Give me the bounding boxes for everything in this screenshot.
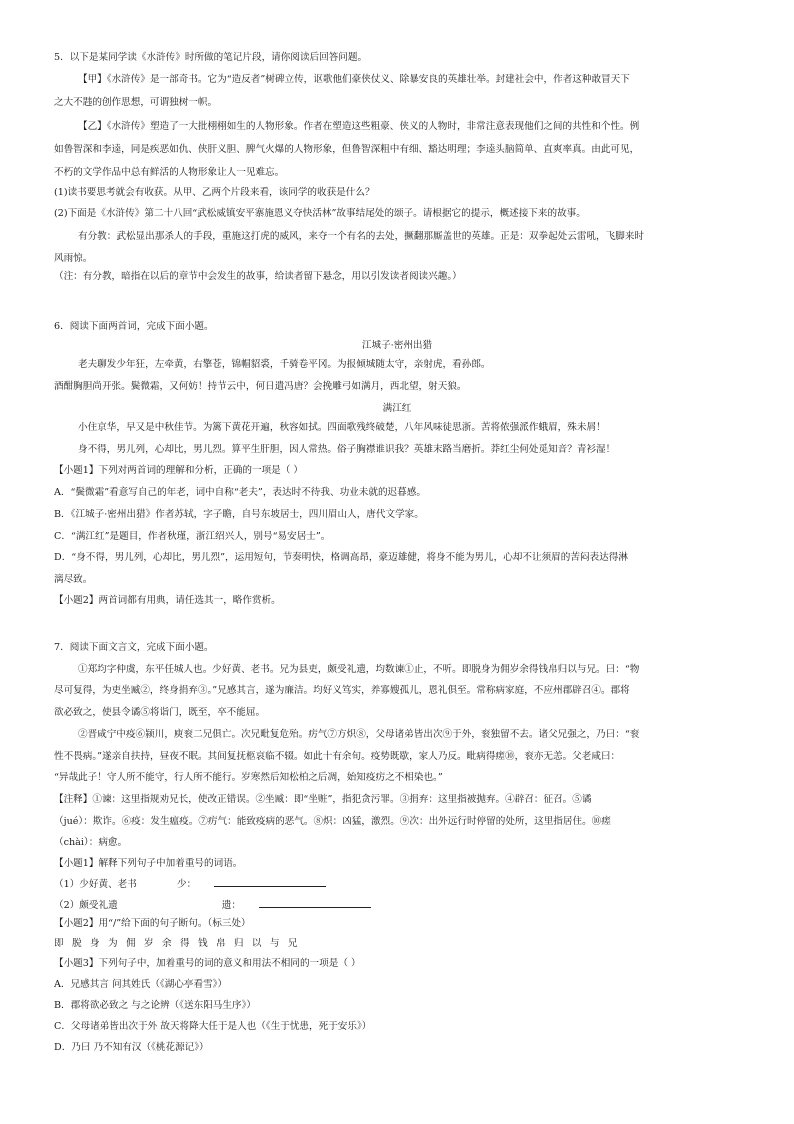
q7-notes-line3: （chài）：病愈。 (54, 837, 128, 848)
answer-blank-yi[interactable] (259, 897, 371, 908)
q7-passage2-line1: ②晋咸宁中疫⑥颍川，庾衮二兄俱亡。次兄毗复危殆。疠气⑦方炽⑧，父母诸弟皆出次⑨于外，衮独留不去。诸父兄强之，乃曰：“衮 (78, 729, 640, 740)
q5-verse-line1: 有分教：武松显出那杀人的手段，重施这打虎的威风，来夺一个有名的去处，撅翻那厮盖世的英雄。正是：双拳起处云雷吼，飞脚来时 (78, 231, 645, 242)
q7-passage1-line3: 欲必致之，使县令谲⑤将诣门，既至，卒不能屈。 (54, 707, 266, 718)
q5-stem: 5．以下是某同学读《水浒传》时所做的笔记片段，请你阅读后回答问题。 (54, 52, 368, 63)
q7-passage2-line2: 性不畏病。”遂亲自扶持，昼夜不眠。其间复抚柩哀临不辍。如此十有余旬。疫势既歇，家人乃反。毗病得瘥⑩，衮亦无恙。父老咸曰： (54, 751, 621, 762)
answer-blank-shao[interactable] (214, 876, 326, 887)
poem1-line1: 老夫聊发少年狂，左牵黄，右擎苍，锦帽貂裘，千骑卷平冈。为报倾城随太守，亲射虎，看孙郎。 (78, 359, 491, 370)
q5-note: （注：有分教，暗指在以后的章节中会发生的故事，给读者留下悬念，用以引发读者阅读兴趣。） (54, 271, 462, 282)
q6-option-d-line2: 漓尽致。 (54, 574, 93, 585)
q7-option-b: B．郡将欲必致之 与之论辨（《送东阳马生序》） (54, 1000, 256, 1011)
q7-option-d: D．乃曰 乃不知有汉（《桃花源记》） (54, 1042, 209, 1053)
q7-sq1-item2 (54, 897, 754, 912)
q7-sq1-item1 (54, 876, 754, 891)
q7-sq1-item2-word: 遗： (221, 900, 241, 911)
q7-sq1-item1-sentence: （1）少好黄、老书 (54, 879, 137, 890)
q5-yi-line2: 如鲁智深和李逵，同是疾恶如仇、侠肝义胆、脾气火爆的人物形象，但鲁智深粗中有细、豁达明理；李逵头脑简单、直爽率真。由此可见， (54, 144, 640, 155)
q7-subquestion-3: 【小题3】下列句子中，加着重号的词的意义和用法不相同的一项是（ ） (54, 958, 361, 969)
q7-sq1-item1-word: 少： (176, 879, 197, 890)
q6-option-c: C．“满江红”是题目，作者秋瑾，浙江绍兴人，别号“易安居士”。 (54, 531, 331, 542)
q6-option-b: B．《江城子·密州出猎》作者苏轼，字子瞻，自号东坡居士，四川眉山人，唐代文学家。 (54, 509, 424, 520)
q6-subquestion-2: 【小题2】两首词都有用典，请任选其一，略作赏析。 (54, 595, 281, 606)
q7-notes-line2: （jué）：欺诈。⑥疫：发生瘟疫。⑦疠气：能致疫病的恶气。⑧炽：凶猛，激烈。⑨次：出外远行时停留的处所，这里指居住。⑩瘥 (54, 816, 611, 827)
q7-passage1-line2: 尽可复得，为吏坐臧②，终身捐弃③。”兄感其言，遂为廉洁。均好义笃实，养寡嫂孤儿，恩礼俱至。常称病家庭，不应州郡辟召④。郡将 (54, 685, 630, 696)
poem2-line2: 身不得，男儿列，心却比，男儿烈。算平生肝胆，因人常热。俗子胸襟谁识我？英雄末路当磨折。莽红尘何处觅知音？青衫湿！ (78, 444, 616, 455)
q7-option-a: A．兄感其言 问其姓氏（《湖心亭看雪》） (54, 979, 228, 990)
q6-option-d-line1: D．“身不得，男儿列，心却比，男儿烈”，运用短句，节奏明快，格调高昂，豪迈雄健，将身不能为男儿，心却不让须眉的苦闷表达得淋 (54, 552, 628, 563)
poem2-title: 满江红 (382, 403, 412, 414)
q7-stem: 7．阅读下面文言文，完成下面小题。 (54, 642, 214, 653)
q7-passage1-line1: ①郑均字仲虞，东平任城人也。少好黄、老书。兄为县吏，颇受礼遗，均数谏①止，不听。即脱身为佣岁余得钱帛归以与兄。曰：“物 (78, 664, 640, 675)
poem2-line1: 小住京华，早又是中秋佳节。为篱下黄花开遍，秋容如拭。四面歌残终破楚，八年风味徒思浙。苦将侬强派作蛾眉，殊未屑！ (78, 422, 606, 433)
q7-notes-line1: 【注释】①谏：这里指规劝兄长，使改正错误。②坐臧：即“坐赃”，指犯贪污罪。③捐弃：这里指被抛弃。④辟召：征召。⑤谲 (54, 794, 592, 805)
q5-yi-line3: 不朽的文学作品中总有鲜活的人物形象让人一见难忘。 (54, 167, 285, 178)
q6-option-a: A．“鬓微霜”看意写自己的年老，词中自称“老夫”，表达时不待我、功业未就的迟暮感。 (54, 487, 426, 498)
q5-verse-line2: 风雨惊。 (54, 253, 93, 264)
q7-option-c: C．父母诸弟皆出次于外 故天将降大任于是人也（《生于忧患，死于安乐》） (54, 1021, 372, 1032)
q5-question-1: (1)读书要思考就会有收获。从甲、乙两个片段来看，该同学的收获是什么？ (54, 187, 375, 198)
q5-yi-line1: 【乙】《水浒传》塑造了一大批栩栩如生的人物形象。作者在塑造这些粗豪、侠义的人物时，非常注意表现他们之间的共性和个性。例 (78, 121, 640, 132)
q7-passage2-line3: “异哉此子！守人所不能守，行人所不能行。岁寒然后知松柏之后凋，始知疫疠之不相染也。” (54, 772, 443, 783)
q7-subquestion-2: 【小题2】用“/”给下面的句子断句。（标三处） (54, 918, 251, 929)
q5-jia-line2: 之大不韪的创作思想，可谓独树一帜。 (54, 97, 218, 108)
q7-subquestion-1: 【小题1】解释下列句子中加着重号的词语。 (54, 858, 243, 869)
q7-sq1-item2-sentence: （2）颇受礼遗 (54, 900, 118, 911)
q5-jia-line1: 【甲】《水浒传》是一部奇书。它为“造反者”树碑立传，讴歌他们豪侠仗义、除暴安良的英雄壮举。封建社会中，作者这种敢冒天下 (78, 74, 630, 85)
poem1-title: 江城子·密州出猎 (361, 340, 433, 351)
q6-subquestion-1: 【小题1】下列对两首词的理解和分析，正确的一项是（ ） (54, 465, 303, 476)
q5-question-2: (2)下面是《水浒传》第二十八回“武松威镇安平寨施恩义夺快活林”故事结尾处的颂子。请根据它的提示，概述接下来的故事。 (54, 208, 586, 219)
q6-stem: 6．阅读下面两首词，完成下面小题。 (54, 321, 214, 332)
q7-sentence-to-punctuate: 即脱身为佣岁余得钱帛归以与兄 (54, 938, 306, 949)
poem1-line2: 酒酣胸胆尚开张。鬓微霜，又何妨！持节云中，何日遣冯唐？会挽雕弓如满月，西北望，射天狼。 (54, 381, 467, 392)
